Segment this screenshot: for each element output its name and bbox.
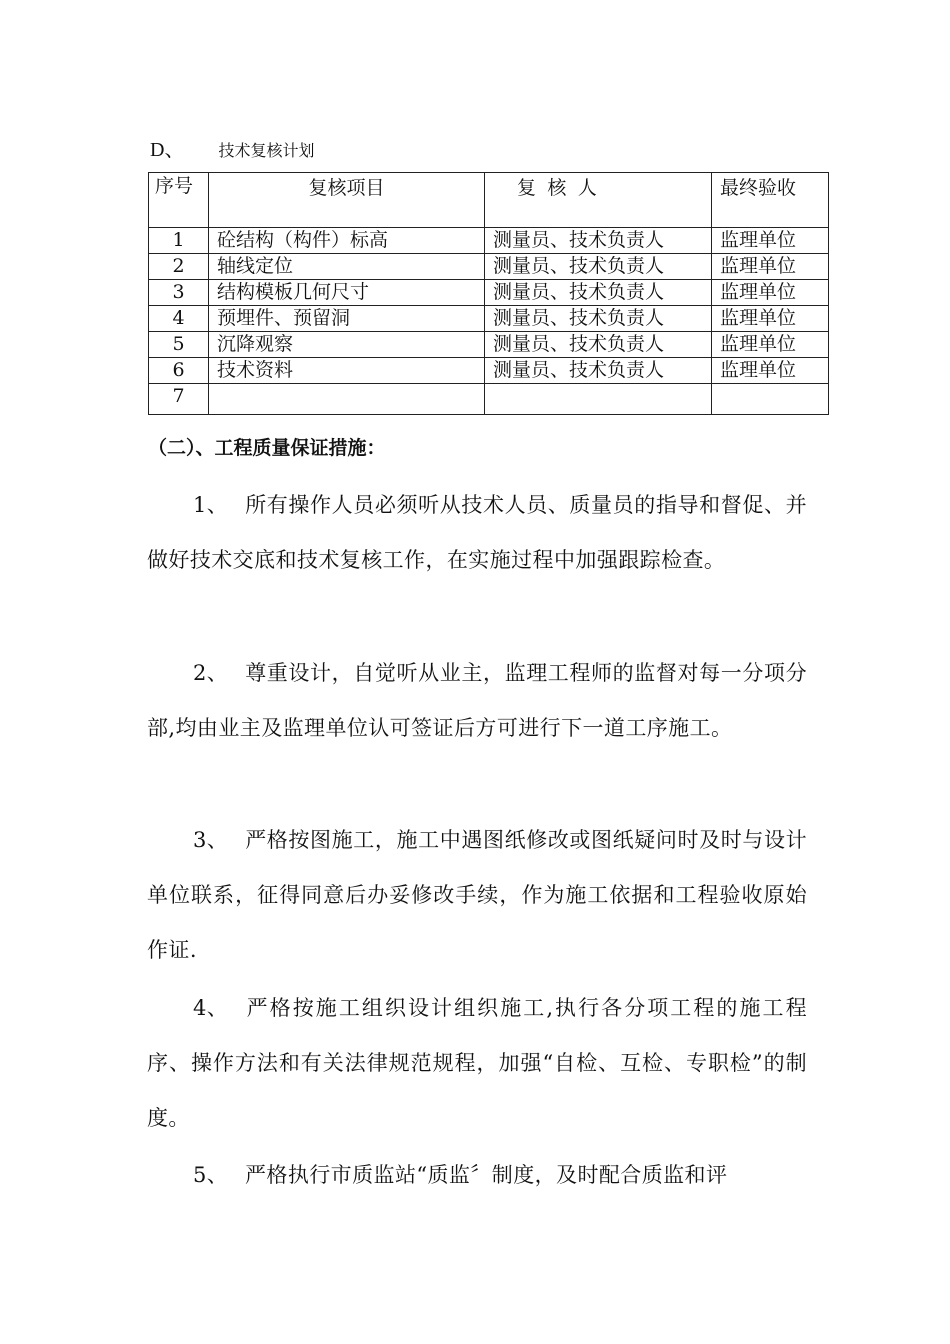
paragraph-text: 严格按施工组织设计组织施工,执行各分项工程的施工程序、操作方法和有关法律规范规程，加强“自检、互检、专职检”的制度。 [147,996,807,1130]
row-item: 砼结构（构件）标高 [209,228,485,254]
row-num: 3 [149,280,209,306]
row-checker: 测量员、技术负责人 [485,358,712,384]
row-checker: 测量员、技术负责人 [485,228,712,254]
paragraph-text: 所有操作人员必须听从技术人员、质量员的指导和督促、并做好技术交底和技术复核工作，在实施过程中加强跟踪检查。 [147,493,807,572]
row-item: 结构模板几何尺寸 [209,280,485,306]
row-checker: 测量员、技术负责人 [485,280,712,306]
row-item: 预埋件、预留洞 [209,306,485,332]
row-num: 4 [149,306,209,332]
paragraph-1 [147,478,807,588]
row-num: 2 [149,254,209,280]
header-num: 序号 [149,173,209,228]
row-checker: 测量员、技术负责人 [485,332,712,358]
row-checker: 测量员、技术负责人 [485,306,712,332]
row-final: 监理单位 [712,254,829,280]
table-row [149,228,829,254]
paragraph-number: 2、 [193,661,229,685]
row-checker [485,384,712,415]
paragraph-number: 1、 [193,493,229,517]
row-item: 技术资料 [209,358,485,384]
table-row [149,358,829,384]
row-num: 1 [149,228,209,254]
table-row [149,306,829,332]
row-num: 6 [149,358,209,384]
row-final: 监理单位 [712,332,829,358]
row-final: 监理单位 [712,306,829,332]
paragraph-number: 3、 [193,828,229,852]
paragraph-2 [147,646,807,756]
row-final: 监理单位 [712,358,829,384]
row-final [712,384,829,415]
table-row [149,254,829,280]
paragraph-4 [147,981,807,1146]
row-item: 沉降观察 [209,332,485,358]
header-item: 复核项目 [209,173,485,228]
paragraph-number: 5、 [193,1163,229,1187]
table-row [149,384,829,415]
row-checker: 测量员、技术负责人 [485,254,712,280]
header-final: 最终验收 [712,173,829,228]
row-item: 轴线定位 [209,254,485,280]
paragraph-5 [147,1148,807,1203]
row-num: 7 [149,384,209,415]
table-header-row [149,173,829,228]
subheading: （二）、工程质量保证措施： [148,437,386,459]
row-num: 5 [149,332,209,358]
row-final: 监理单位 [712,228,829,254]
paragraph-text: 严格执行市质监站“质监〞制度，及时配合质监和评 [245,1163,728,1187]
row-item [209,384,485,415]
section-heading [150,138,314,163]
table-row [149,332,829,358]
paragraph-3 [147,813,807,978]
paragraph-text: 尊重设计，自觉听从业主，监理工程师的监督对每一分项分部,均由业主及监理单位认可签证后方可进行下一道工序施工。 [147,661,807,740]
table-row [149,280,829,306]
header-checker: 复核人 [485,173,712,228]
row-final: 监理单位 [712,280,829,306]
technical-review-table [148,172,829,415]
section-title: 技术复核计划 [218,141,315,160]
paragraph-text: 严格按图施工，施工中遇图纸修改或图纸疑问时及时与设计单位联系，征得同意后办妥修改手续，作为施工依据和工程验收原始作证. [147,828,807,962]
section-letter: D、 [150,139,185,161]
paragraph-number: 4、 [193,996,229,1020]
